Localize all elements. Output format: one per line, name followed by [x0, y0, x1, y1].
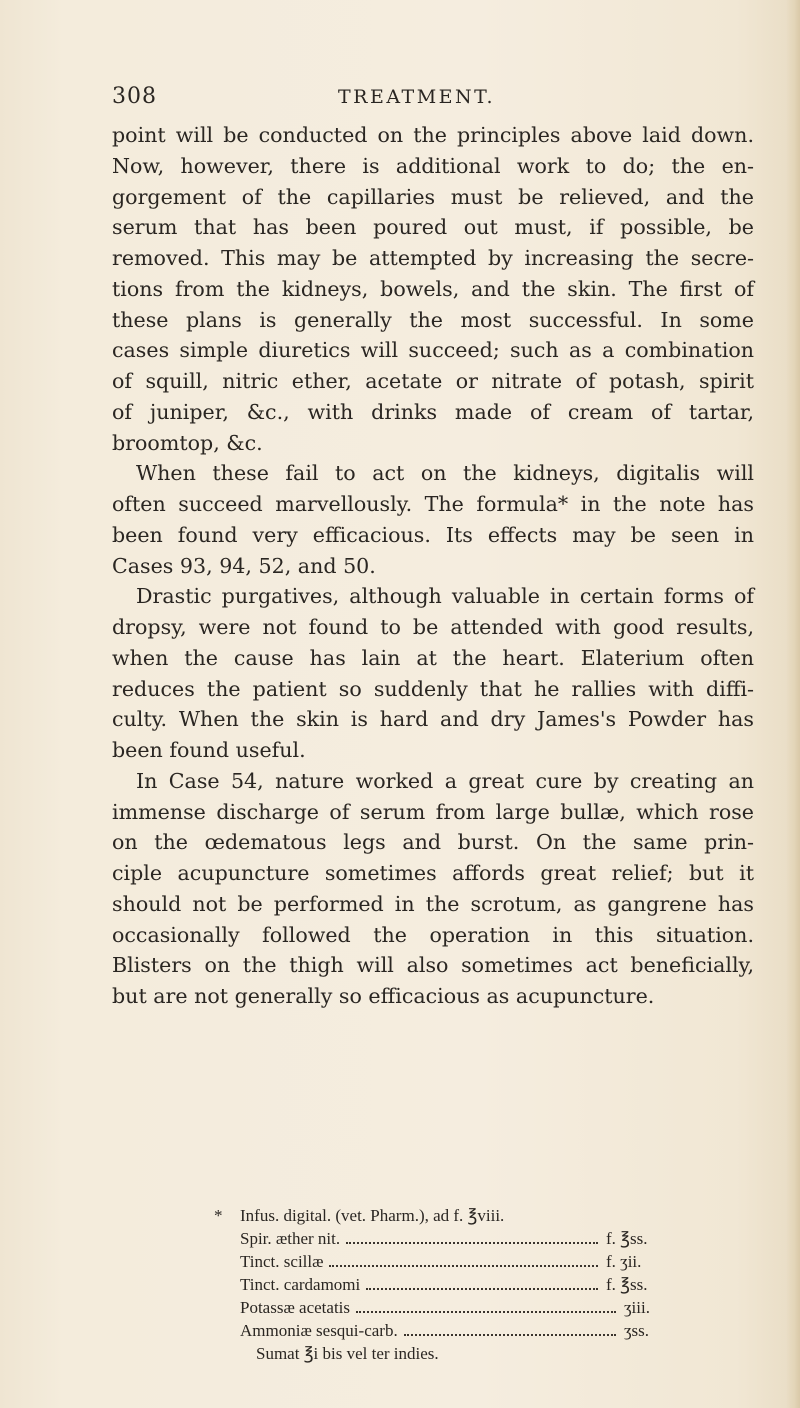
text-line: Drastic purgatives, although valuable in certain forms of — [136, 584, 754, 609]
ingredient-amount: f. ℥ss. — [606, 1275, 648, 1294]
text-line: gorgement of the capillaries must be relieved, and the — [112, 184, 754, 209]
prescription-row — [214, 1273, 654, 1296]
text-line: of squill, nitric ether, acetate or nitrate of potash, spirit — [112, 369, 754, 393]
page-header — [112, 84, 712, 114]
dot-leader — [329, 1265, 598, 1267]
ingredient-amount: f. ʒii. — [606, 1252, 642, 1271]
prescription-list — [214, 1227, 654, 1342]
dot-leader — [366, 1288, 598, 1290]
text-line: but are not generally so efficacious as acupuncture. — [112, 984, 655, 1008]
text-line: occasionally followed the operation in this situation. — [112, 922, 754, 947]
prescription-row — [214, 1227, 654, 1250]
prescription-row — [214, 1296, 654, 1319]
text-line: tions from the kidneys, bowels, and the skin. The first of — [112, 276, 754, 301]
ingredient-name: Potassæ acetatis — [240, 1298, 351, 1317]
footnote-formula-line — [214, 1204, 654, 1227]
text-line: removed. This may be attempted by increasing the secre- — [112, 246, 754, 270]
prescription-row — [214, 1319, 654, 1342]
text-line: In Case 54, nature worked a great cure by creating an — [136, 768, 754, 793]
ingredient-name: Ammoniæ sesqui-carb. — [240, 1321, 398, 1340]
page-number: 308 — [112, 84, 157, 109]
running-head: TREATMENT. — [338, 86, 496, 108]
text-line: been found useful. — [112, 738, 306, 762]
ingredient-name: Tinct. cardamomi — [240, 1275, 361, 1294]
dot-leader — [404, 1334, 616, 1336]
footnote-marker: * — [214, 1206, 223, 1225]
footnote-formula: Infus. digital. (vet. Pharm.), ad f. ℥viii. — [240, 1206, 505, 1225]
dot-leader — [346, 1242, 598, 1244]
text-line: when the cause has lain at the heart. Elaterium often — [112, 645, 754, 670]
text-line: dropsy, were not found to be attended with good results, — [112, 615, 754, 639]
text-line: point will be conducted on the principles above laid down. — [112, 123, 754, 147]
text-line: culty. When the skin is hard and dry James's Powder has — [112, 707, 754, 732]
text-line: been found very efficacious. Its effects may be seen in — [112, 522, 754, 547]
body-text — [112, 120, 754, 1012]
text-line: Blisters on the thigh will also sometimes act beneficially, — [112, 953, 754, 978]
footnote-dose: Sumat ℥i bis vel ter indies. — [256, 1344, 439, 1363]
text-line: reduces the patient so suddenly that he rallies with diffi- — [112, 676, 754, 701]
page-edge-shadow — [786, 0, 800, 1408]
text-line: of juniper, &c., with drinks made of cream of tartar, — [112, 399, 754, 424]
ingredient-amount: ʒiii. — [624, 1298, 650, 1317]
text-line: should not be performed in the scrotum, as gangrene has — [112, 891, 754, 916]
text-line: When these fail to act on the kidneys, digitalis will — [136, 461, 754, 486]
ingredient-name: Tinct. scillæ — [240, 1252, 324, 1271]
prescription-row — [214, 1250, 654, 1273]
text-line: often succeed marvellously. The formula* in the note has — [112, 492, 754, 516]
text-line: these plans is generally the most successful. In some — [112, 307, 754, 332]
ingredient-name: Spir. æther nit. — [240, 1229, 341, 1248]
footnote — [214, 1204, 654, 1365]
text-line: serum that has been poured out must, if possible, be — [112, 215, 754, 240]
text-line: ciple acupuncture sometimes affords great relief; but it — [112, 861, 754, 885]
ingredient-amount: f. ℥ss. — [606, 1229, 648, 1248]
text-line: Cases 93, 94, 52, and 50. — [112, 553, 376, 578]
text-line: immense discharge of serum from large bullæ, which rose — [112, 799, 754, 824]
text-line: Now, however, there is additional work to do; the en- — [112, 153, 754, 178]
text-line: broomtop, &c. — [112, 430, 263, 455]
text-line: on the œdematous legs and burst. On the same prin- — [112, 830, 754, 855]
dot-leader — [356, 1311, 616, 1313]
footnote-dose-line — [214, 1342, 654, 1365]
ingredient-amount: ʒss. — [624, 1321, 650, 1340]
text-line: cases simple diuretics will succeed; such as a combination — [112, 338, 754, 363]
